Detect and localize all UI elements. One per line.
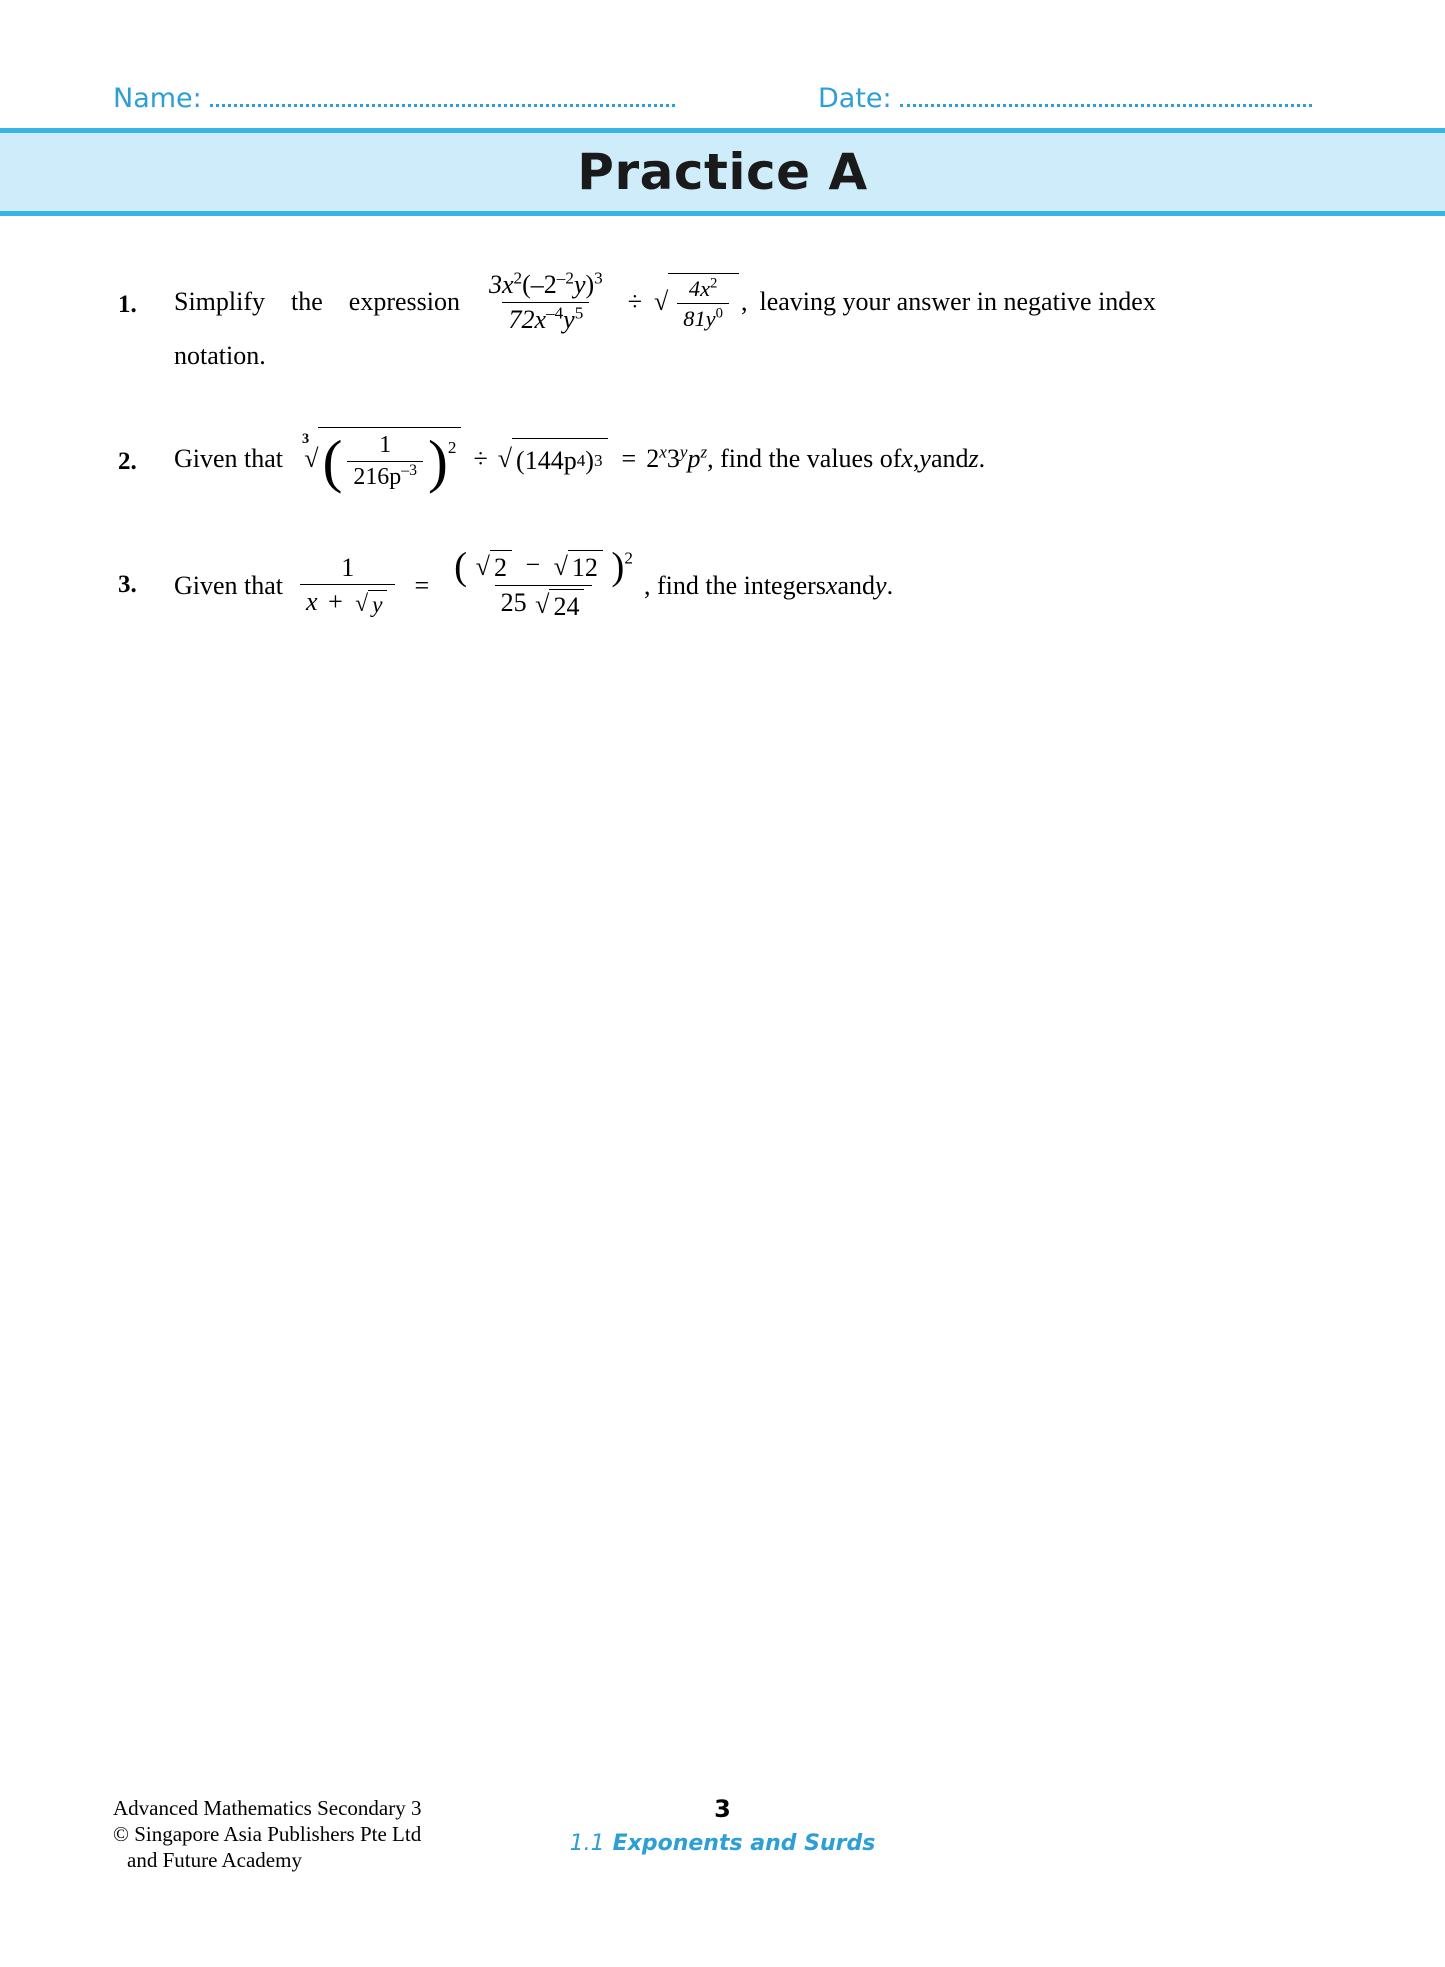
q3-rhs-denominator: 25 √ 24 — [495, 585, 593, 621]
page-number: 3 — [714, 1795, 731, 1823]
q1-word-simplify: Simplify — [174, 287, 266, 317]
q2-sep1: , — [912, 444, 920, 474]
question-list — [0, 270, 1445, 662]
q2-sqrt: √ (144p 4 ) 3 — [498, 438, 608, 480]
question-number: 1. — [118, 291, 137, 318]
radical-sign-icon: √ — [497, 444, 513, 474]
q2-rhs: $2^x3^yp^z$ — [646, 442, 708, 474]
q2-var-z: z — [968, 444, 979, 474]
q1-fraction-2-denominator: $81y^0$ — [677, 303, 729, 332]
practice-banner — [0, 128, 1445, 216]
q2-var-y: y — [919, 444, 931, 474]
footer-chapter — [0, 1831, 1445, 1856]
radical-sign-icon: √ — [654, 287, 669, 317]
q3-lhs-fraction — [300, 553, 395, 619]
question-number: 2. — [118, 447, 137, 475]
q2-inner-fraction-numerator: 1 — [379, 431, 392, 458]
footer-copyright: © Singapore Asia Publishers Pte Ltd — [113, 1822, 422, 1846]
chapter-number: 1.1 — [569, 1831, 605, 1856]
radical-sign-icon: √ — [304, 443, 319, 473]
q3-rhs-sqrt-3: √ 24 — [535, 589, 584, 622]
q3-lhs-numerator: 1 — [341, 552, 355, 582]
q3-var-x: x — [825, 570, 838, 600]
q2-sep2: and — [930, 444, 969, 474]
q3-rhs-fraction — [448, 545, 639, 622]
q3-equals-sign: = — [414, 570, 430, 600]
radical-sign-icon: √ — [475, 551, 490, 581]
question-body — [174, 545, 1319, 622]
name-date-row — [0, 78, 1445, 128]
q3-rhs-sqrt-2: √ 12 — [554, 550, 603, 583]
q1-sqrt — [654, 273, 739, 332]
q1-comma: , — [740, 287, 748, 317]
q2-divide-sign: ÷ — [473, 444, 488, 474]
q2-tail-text: , find the values of — [707, 444, 902, 474]
q2-cube-root: 3 √ ( $\frac{1}{216p^{-3}}$ ) 2 — [297, 427, 461, 492]
question-body — [174, 427, 1319, 492]
q3-var-y: y — [875, 570, 887, 600]
q3-lead-text: Given that — [174, 570, 284, 600]
question-number: 3. — [118, 570, 137, 598]
q1-fraction-1-numerator: $3x^2(-2^{-2}y)^3$ — [488, 268, 603, 299]
q3-lhs-denominator: x + √ y — [300, 584, 395, 618]
chapter-title: Exponents and Surds — [612, 1831, 876, 1856]
q2-equals-sign: = — [621, 444, 637, 474]
radical-sign-icon: √ — [355, 590, 369, 617]
question-item — [0, 270, 1445, 375]
q1-word-the: the — [291, 287, 323, 317]
q1-line2-text: notation. — [174, 340, 266, 370]
radical-sign-icon: √ — [535, 590, 550, 620]
name-input-line[interactable] — [210, 78, 675, 107]
date-input-line[interactable] — [900, 78, 1312, 107]
q1-fraction-2 — [677, 276, 729, 332]
q1-tail-text: leaving your answer in negative index — [759, 287, 1156, 317]
q3-sep1: and — [837, 570, 876, 600]
q2-var-x: x — [901, 444, 913, 474]
q1-word-expression: expression — [348, 287, 460, 317]
question-item — [0, 427, 1445, 492]
page-title: Practice A — [577, 143, 868, 201]
q3-tail-text: , find the integers — [643, 570, 826, 600]
q1-fraction-1-denominator: $72x^{-4}y^5$ — [502, 302, 589, 335]
q2-end: . — [978, 444, 986, 474]
root-index: 3 — [302, 431, 310, 448]
footer-publisher: and Future Academy — [127, 1848, 302, 1872]
name-label: Name: — [113, 83, 202, 114]
q1-fraction-1 — [483, 270, 609, 335]
q2-open-paren: ( — [322, 427, 343, 494]
q2-lead-text: Given that — [174, 444, 284, 474]
footer-book-title: Advanced Mathematics Secondary 3 — [113, 1796, 422, 1820]
q3-rhs-numerator: ( √ 2 − √ 12 )$^2$ — [454, 545, 633, 589]
question-body — [174, 270, 1319, 375]
question-item — [0, 545, 1445, 622]
q1-divide-sign: ÷ — [627, 287, 643, 317]
page-footer — [0, 1795, 1445, 1905]
name-field-group — [113, 78, 675, 114]
q2-inner-fraction — [347, 432, 423, 492]
q1-fraction-2-numerator: $4x^2$ — [688, 275, 718, 301]
q3-end: . — [886, 570, 894, 600]
date-field-group — [818, 78, 1312, 114]
q2-close-paren: ) — [427, 427, 448, 494]
date-label: Date: — [818, 83, 892, 114]
radical-sign-icon: √ — [553, 551, 568, 581]
q3-rhs-sqrt-1: √ 2 — [476, 550, 512, 583]
q2-inner-fraction-denominator: $216p^{-3}$ — [347, 461, 423, 492]
q3-lhs-sqrt: √ y — [355, 590, 387, 619]
